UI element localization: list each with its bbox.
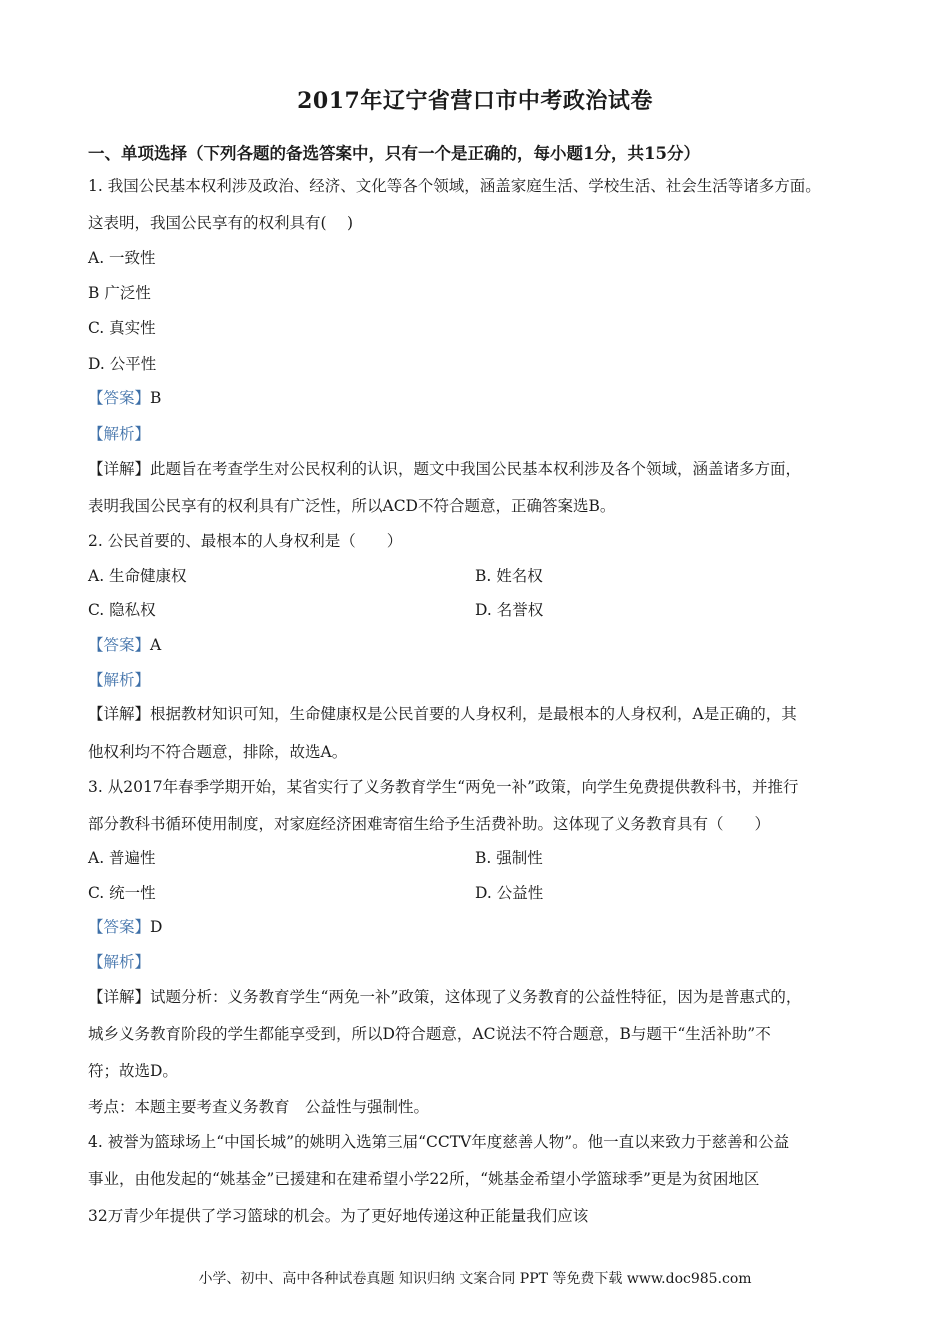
q2-answer: A — [150, 636, 162, 654]
detail-tag: 【详解】 — [88, 460, 151, 478]
q3-option-d: D. 公益性 — [475, 884, 544, 902]
q2-option-d: D. 名誉权 — [475, 601, 544, 619]
q2-option-a: A. 生命健康权 — [88, 567, 187, 585]
q3-analysis-tag — [88, 951, 878, 973]
q2-option-c: C. 隐私权 — [88, 601, 156, 619]
q2-stem-line1: 2. 公民首要的、最根本的人身权利是（ ） — [88, 532, 403, 550]
q3-answer-row — [88, 916, 878, 938]
analysis-tag: 【解析】 — [88, 671, 151, 689]
page-title: 2017年辽宁省营口市中考政治试卷 — [297, 88, 653, 114]
q4-stem-line2: 事业，由他发起的“姚基金”已援建和在建希望小学22所，“姚基金希望小学篮球季”更是为贫困地区 — [88, 1170, 760, 1188]
detail-tag: 【详解】 — [88, 705, 151, 723]
q2-detail-line2: 他权利均不符合题意，排除，故选A。 — [88, 743, 348, 761]
q3-stem-line1: 3. 从2017年春季学期开始，某省实行了义务教育学生“两免一补”政策，向学生免费提供教科书，并推行 — [88, 778, 799, 796]
q4-stem-line1: 4. 被誉为篮球场上“中国长城”的姚明入选第三届“CCTV年度慈善人物”。他一直以来致力于慈善和公益 — [88, 1133, 790, 1151]
q3-answer: D — [150, 918, 163, 936]
q1-analysis-tag — [88, 423, 878, 445]
section-heading: 一、单项选择（下列各题的备选答案中，只有一个是正确的，每小题1分，共15分） — [88, 144, 700, 163]
q2-option-b: B. 姓名权 — [475, 567, 543, 585]
q1-answer-row — [88, 387, 878, 409]
q2-analysis-tag — [88, 669, 878, 691]
detail-tag: 【详解】 — [88, 988, 151, 1006]
analysis-tag: 【解析】 — [88, 953, 151, 971]
q2-detail-text1: 根据教材知识可知，生命健康权是公民首要的人身权利，是最根本的人身权利，A是正确的，其 — [150, 705, 797, 723]
q3-detail-line1 — [88, 986, 878, 1008]
q3-detail-line3: 符；故选D。 — [88, 1062, 178, 1080]
q1-option-a: A. 一致性 — [88, 249, 156, 267]
q3-detail-text1: 试题分析：义务教育学生“两免一补”政策，这体现了义务教育的公益性特征，因为是普惠式的， — [150, 988, 802, 1006]
q3-stem-line2: 部分教科书循环使用制度，对家庭经济困难寄宿生给予生活费补助。这体现了义务教育具有（ ） — [88, 815, 771, 833]
q1-detail-line2: 表明我国公民享有的权利具有广泛性，所以ACD不符合题意，正确答案选B。 — [88, 497, 616, 515]
page-footer: 小学、初中、高中各种试卷真题 知识归纳 文案合同 PPT 等免费下载 www.doc985.com — [198, 1271, 752, 1287]
q1-detail-line1 — [88, 458, 878, 480]
q3-option-c: C. 统一性 — [88, 884, 156, 902]
q2-detail-line1 — [88, 703, 878, 725]
q2-answer-row — [88, 634, 878, 656]
answer-tag: 【答案】 — [88, 918, 151, 936]
q3-detail-line2: 城乡义务教育阶段的学生都能享受到，所以D符合题意，AC说法不符合题意，B与题干“生活补助”不 — [88, 1025, 771, 1043]
answer-tag: 【答案】 — [88, 636, 151, 654]
answer-tag: 【答案】 — [88, 389, 151, 407]
analysis-tag: 【解析】 — [88, 425, 151, 443]
q1-option-c: C. 真实性 — [88, 319, 156, 337]
q1-stem-line2: 这表明，我国公民享有的权利具有( ) — [88, 214, 354, 232]
q1-option-b: B 广泛性 — [88, 284, 151, 302]
q3-option-b: B. 强制性 — [475, 849, 543, 867]
q1-stem-line1: 1. 我国公民基本权利涉及政治、经济、文化等各个领域，涵盖家庭生活、学校生活、社会生活等诸多方面。 — [88, 177, 821, 195]
q3-option-a: A. 普遍性 — [88, 849, 156, 867]
q3-note: 考点：本题主要考查义务教育 公益性与强制性。 — [88, 1098, 430, 1116]
q1-detail-text1: 此题旨在考查学生对公民权利的认识，题文中我国公民基本权利涉及各个领域，涵盖诸多方面， — [150, 460, 802, 478]
q1-answer: B — [150, 389, 162, 407]
q1-option-d: D. 公平性 — [88, 355, 157, 373]
q4-stem-line3: 32万青少年提供了学习篮球的机会。为了更好地传递这种正能量我们应该 — [88, 1207, 589, 1225]
